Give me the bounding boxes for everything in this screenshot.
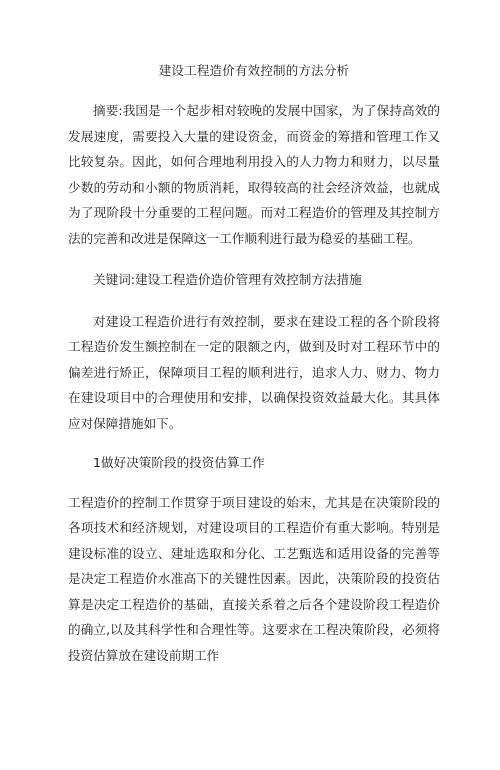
abstract-paragraph: 摘要:我国是一个起步相对较晚的发展中国家，为了保持高效的发展速度，需要投入大量的建设资金，而资金的筹措和管理工作又比较复杂。因此，如何合理地利用投入的人力物力和财力，以尽量少数的劳动和小额的物质消耗，取得较高的社会经济效益，也就成为了现阶段十分重要的工程问题。而对工程造价的管理及其控制方法的完善和改进是保障这一工作顺利进行最为稳妥的基础工程。: [68, 103, 440, 246]
body-paragraph-1: 对建设工程造价进行有效控制，要求在建设工程的各个阶段将工程造价发生额控制在一定的限额之内，做到及时对工程环节中的偏差进行矫正，保障项目工程的顺利进行，追求人力、财力、物力在建设项目中的合理使用和安排，以确保投资效益最大化。其具体应对保障措施如下。: [68, 313, 440, 431]
body-paragraph-2: 工程造价的控制工作贯穿于项目建设的始末，尤其是在决策阶段的各项技术和经济规划，对建设项目的工程造价有重大影响。特别是建设标准的设立、建址选取和分化、工艺甄选和适用设备的完善等是决定工程造价水准高下的关键性因素。因此，决策阶段的投资估算是决定工程造价的基础，直接关系着之后各个建设阶段工程造价的确立,以及其科学性和合理性等。这要求在工程决策阶段，必须将投资估算放在建设前期工作: [68, 494, 440, 663]
document-page: [0, 62, 500, 770]
section-heading-1: 1做好决策阶段的投资估算工作: [93, 455, 265, 470]
keywords-paragraph: 关键词:建设工程造价造价管理有效控制方法措施: [93, 272, 362, 287]
document-title: 建设工程造价有效控制的方法分析: [158, 63, 350, 78]
